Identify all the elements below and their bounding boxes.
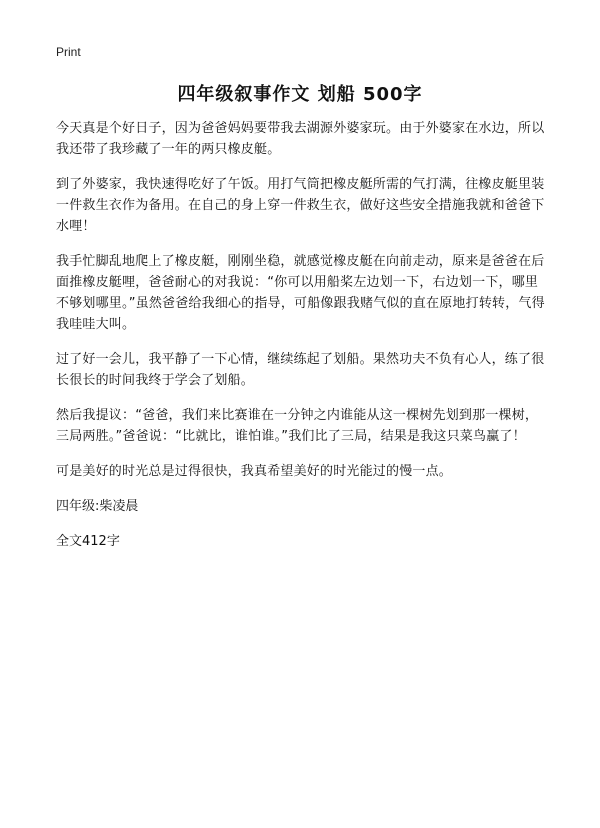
word-count: 全文412字 (56, 534, 120, 549)
article-paragraph: 我手忙脚乱地爬上了橡皮艇，刚刚坐稳，就感觉橡皮艇在向前走动，原来是爸爸在后面推橡皮艇哩，爸爸耐心的对我说：“你可以用船桨左边划一下，右边划一下，哪里不够划哪里。”虽然爸爸给我细心的指导，可船像跟我赌气似的直在原地打转转，气得我哇哇大叫。 (56, 254, 545, 332)
article-paragraph: 过了好一会儿，我平静了一下心情，继续练起了划船。果然功夫不负有心人，练了很长很长的时间我终于学会了划船。 (56, 352, 545, 388)
article-body (56, 118, 548, 566)
print-link[interactable]: Print (56, 45, 81, 59)
author-signature: 四年级:柴凌晨 (56, 499, 139, 514)
article-paragraph: 今天真是个好日子，因为爸爸妈妈要带我去湖源外婆家玩。由于外婆家在水边，所以我还带了我珍藏了一年的两只橡皮艇。 (56, 121, 545, 157)
article-title: 四年级叙事作文 划船 500字 (177, 84, 423, 105)
article-paragraph: 然后我提议：“爸爸，我们来比赛谁在一分钟之内谁能从这一棵树先划到那一棵树，三局两胜。”爸爸说：“比就比，谁怕谁。”我们比了三局，结果是我这只菜鸟赢了！ (56, 408, 539, 444)
article-paragraph: 可是美好的时光总是过得很快，我真希望美好的时光能过的慢一点。 (56, 464, 453, 479)
article-paragraph: 到了外婆家，我快速得吃好了午饭。用打气筒把橡皮艇所需的气打满，往橡皮艇里装一件救生衣作为备用。在自己的身上穿一件救生衣，做好这些安全措施我就和爸爸下水哩！ (56, 177, 545, 234)
